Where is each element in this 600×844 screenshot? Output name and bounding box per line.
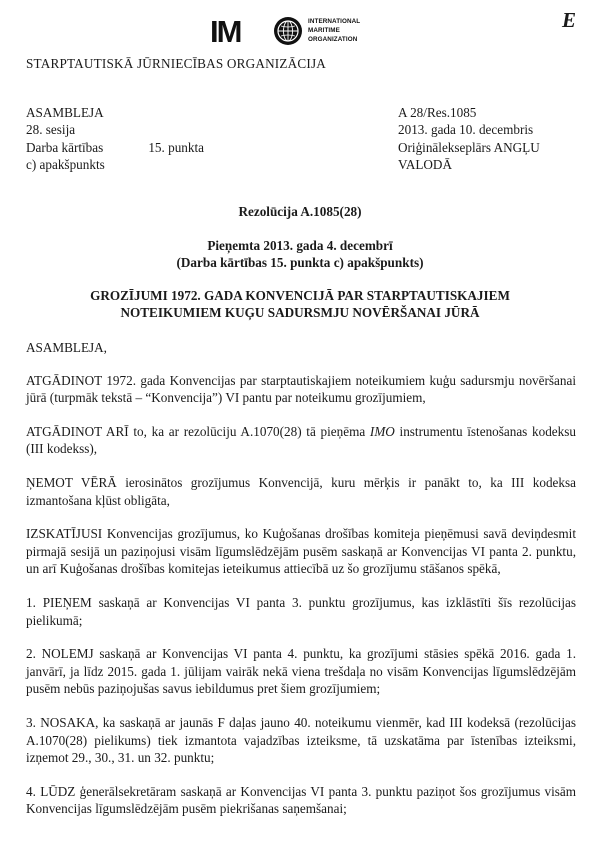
p2-text-a: ATGĀDINOT ARĪ to, ka ar rezolūciju A.1070(28) tā pieņēma	[26, 423, 370, 439]
meta-right	[398, 104, 540, 174]
document-heading	[0, 287, 600, 322]
paragraph-determines: 3. NOSAKA, ka saskaņā ar jaunās F daļas jauno 40. noteikumu vienmēr, kad III kodeksā (rezolūcijas A.1070(28) pielikums) tiek izmantota vajadzības izteiksme, tā uzskatāma par īstenības izteiksmi, izņemot 29., 30., 31. un 32. punktu;	[26, 714, 576, 766]
assembly-salutation: ASAMBLEJA,	[26, 340, 107, 355]
heading-line-2: NOTEIKUMIEM KUĢU SADURSMJU NOVĒRŠANAI JŪRĀ	[120, 305, 480, 321]
logo-line-3: ORGANIZATION	[308, 36, 358, 43]
meta-left	[26, 104, 204, 174]
meta-agenda-b: 15. punkta	[148, 139, 204, 155]
language-code: E	[562, 8, 577, 32]
adoption-date: Pieņemta 2013. gada 4. decembrī	[207, 238, 393, 253]
logo-line-2: MARITIME	[308, 27, 340, 34]
paragraph-considering: IZSKATĪJUSI Konvencijas grozījumus, ko Kuģošanas drošības komiteja pieņēmusi savā deviņdesmit pirmajā sesijā un paziņojusi visām līgumslēdzējām pusēm saskaņā ar Konvencijas VI panta 2. punktu, un arī Kuģošanas drošības komitejas ieteikumus attiecībā uz šo grozījumu stāšanos spēkā,	[26, 526, 576, 577]
document-body	[26, 339, 576, 834]
meta-agenda	[26, 139, 204, 156]
meta-original: Oriģinālekseplārs ANGĻU	[398, 139, 540, 155]
meta-session: 28. sesija	[26, 122, 76, 138]
paragraph-recalling-also	[26, 423, 576, 458]
paragraph-requests: 4. LŪDZ ģenerālsekretāram saskaņā ar Konvencijas VI panta 3. punktu paziņot šos grozījumus visām Konvencijas līgumslēdzējām pusēm piekrišanas saņemšanai;	[26, 783, 576, 817]
meta-date: 2013. gada 10. decembris	[398, 122, 534, 138]
p2-imo: IMO	[369, 423, 395, 439]
organization-name: STARPTAUTISKĀ JŪRNIECĪBAS ORGANIZĀCIJA	[26, 56, 327, 71]
paragraph-decides: 2. NOLEMJ saskaņā ar Konvencijas VI panta 4. punktu, ka grozījumi stāsies spēkā 2016. gada 1. janvārī, ja līdz 2015. gada 1. jūlijam vairāk nekā viena trešdaļa no visām Konvencijas līgumslēdzējām pusēm nebūs paziņojušas savus iebildumus pret šiem grozījumiem;	[26, 646, 576, 697]
paragraph-adopts: 1. PIEŅEM saskaņā ar Konvencijas VI panta 3. punktu grozījumus, kas izklāstīti šīs rezolūcijas pielikumā;	[26, 594, 576, 628]
adoption-block	[0, 237, 600, 272]
logo-line-1: INTERNATIONAL	[308, 18, 361, 25]
p2-text-b: instrumentu īstenošanas kodeksu (III kodekss),	[26, 423, 576, 457]
paragraph-noting: ŅEMOT VĒRĀ ierosinātos grozījumus Konvencijā, kuru mērķis ir panākt to, ka III kodeksa izmantošana kļūst obligāta,	[26, 474, 576, 508]
imo-logo	[210, 14, 380, 50]
globe-emblem-icon	[274, 17, 302, 45]
resolution-title: Rezolūcija A.1085(28)	[238, 204, 362, 219]
paragraph-recalling: ATGĀDINOT 1972. gada Konvencijas par starptautiskajiem noteikumiem kuģu sadursmju novēršanai jūrā (turpmāk tekstā – “Konvencija”) VI pantu par noteikumu grozījumiem,	[26, 372, 576, 406]
meta-body: ASAMBLEJA	[26, 105, 104, 120]
logo-wordmark: IM	[210, 14, 241, 49]
adoption-agenda: (Darba kārtības 15. punkta c) apakšpunkts)	[176, 255, 424, 271]
heading-line-1: GROZĪJUMI 1972. GADA KONVENCIJĀ PAR STARPTAUTISKAJIEM	[90, 288, 510, 303]
logo-org-name	[308, 17, 360, 44]
meta-sub: c) apakšpunkts	[26, 157, 105, 173]
meta-language: VALODĀ	[398, 157, 452, 173]
meta-agenda-a: Darba kārtības	[26, 139, 104, 155]
meta-ref: A 28/Res.1085	[398, 105, 477, 120]
